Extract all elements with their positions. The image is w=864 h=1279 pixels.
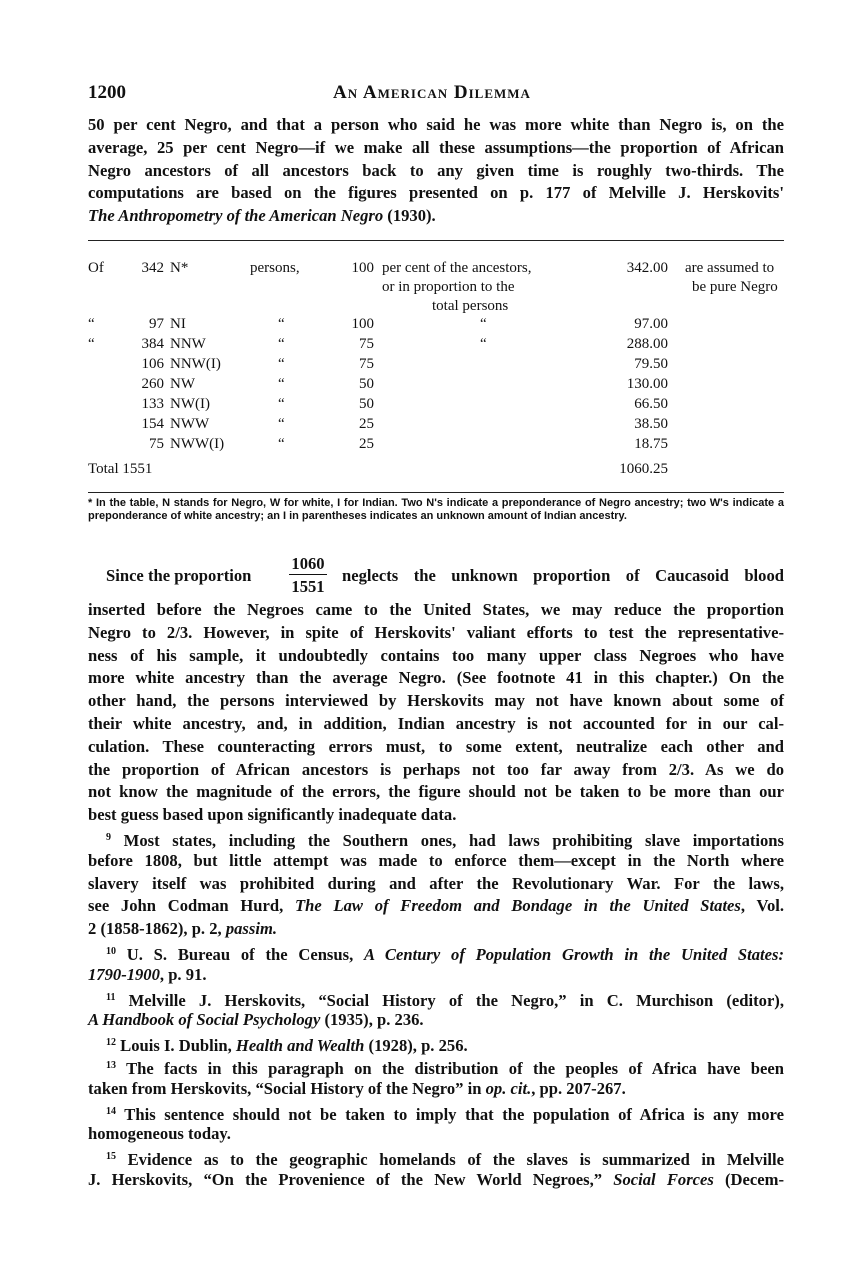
footnote-paragraph xyxy=(88,941,784,987)
intro-paragraph xyxy=(88,114,784,228)
paragraph xyxy=(88,599,784,827)
text-segment: Louis I. Dublin, xyxy=(116,1036,236,1056)
text-segment: This sentence should not be taken to imply that the population of Africa is any more xyxy=(116,1104,784,1124)
text-line xyxy=(88,850,784,873)
table-cell-ditto: “ xyxy=(278,396,285,412)
text-line xyxy=(88,1055,784,1078)
italic-text: op. cit. xyxy=(485,1078,532,1098)
table-desc: per cent of the ancestors, xyxy=(382,260,532,276)
table-cell-code: NNW(I) xyxy=(170,356,221,372)
table-cell-count: 97 xyxy=(149,316,164,332)
footnote-number: 10 xyxy=(106,945,116,957)
table-cell-amount: 288.00 xyxy=(626,336,668,352)
table-footnote: * In the table, N stands for Negro, W for white, I for Indian. Two N's indicate a preponderance of Negro ancestry; two W's indicate a preponderance of white ancestry; an I in parentheses indicates an unknown amount of Indian ancestry. xyxy=(88,497,784,522)
text-segment: J. Herskovits, “On the Provenience of the New World Negroes,” xyxy=(88,1169,614,1189)
table-cell-code: NW(I) xyxy=(170,396,210,412)
text-segment: (1928), p. 256. xyxy=(364,1036,468,1056)
text-segment: their white ancestry, and, in addition, Indian ancestry is not accounted for in our cal- xyxy=(88,713,784,733)
table-cell-ditto: “ xyxy=(278,436,285,452)
italic-text: A Handbook of Social Psychology xyxy=(88,1010,321,1030)
text-line xyxy=(88,205,784,228)
table-cell-percent: 75 xyxy=(359,356,374,372)
table-cell-count: 154 xyxy=(141,416,164,432)
text-line xyxy=(88,160,784,183)
text-segment: , pp. 207-267. xyxy=(531,1078,626,1098)
text-line xyxy=(88,918,784,941)
table-cell-code: NW xyxy=(170,376,195,392)
text-segment: Negro to 2/3. However, in spite of Herskovits' valiant efforts to test the representative- xyxy=(88,622,784,642)
table-cell-code: NWW xyxy=(170,416,210,432)
text-segment: average, 25 per cent Negro—if we make all these assumptions—the proportion of African xyxy=(88,137,784,157)
text-segment: (Decem- xyxy=(713,1169,784,1189)
italic-text: Health and Wealth xyxy=(235,1036,365,1056)
italic-text: The Law of Freedom and Bondage in the United States xyxy=(294,896,741,916)
footnote-paragraph xyxy=(88,1101,784,1147)
page-number: 1200 xyxy=(88,82,126,103)
table-desc: total persons xyxy=(432,298,509,314)
table-cell-ditto: “ xyxy=(278,316,285,332)
text-line xyxy=(88,137,784,160)
fraction-denominator: 1551 xyxy=(291,577,325,596)
text-segment: ness of his sample, it undoubtedly contains too many upper class Negroes who have xyxy=(88,645,784,665)
text-segment: The facts in this paragraph on the distribution of the peoples of Africa have been xyxy=(116,1058,784,1078)
text-segment: 2 (1858-1862), p. 2, xyxy=(88,919,226,939)
text-segment: more white ancestry than the average Negro. (See footnote 41 in this chapter.) On the xyxy=(88,668,784,688)
text-line xyxy=(88,1101,784,1124)
fraction-after: neglects the unknown proportion of Caucasoid blood xyxy=(342,566,784,585)
text-segment: other hand, the persons interviewed by Herskovits may not have known about some of xyxy=(88,691,784,711)
text-line xyxy=(88,987,784,1010)
table-cell-count: 133 xyxy=(141,396,164,412)
text-line xyxy=(88,1009,784,1032)
table-cell-ditto: “ xyxy=(278,376,285,392)
footnote-rule xyxy=(88,492,784,493)
text-segment: Most states, including the Southern ones, had laws prohibiting slave importations xyxy=(111,830,784,850)
table-persons: persons, xyxy=(250,260,300,276)
table-cell-percent: 25 xyxy=(359,436,374,452)
body-text xyxy=(88,599,784,1192)
text-line xyxy=(88,622,784,645)
table-cell-amount: 79.50 xyxy=(634,356,668,372)
text-line xyxy=(88,599,784,622)
text-segment: (1935), p. 236. xyxy=(320,1010,424,1030)
text-segment: taken from Herskovits, “Social History of the Negro” in xyxy=(88,1078,486,1098)
table-cell-code: NI xyxy=(170,316,186,332)
table-cell-ditto: “ xyxy=(278,336,285,352)
text-line xyxy=(88,1078,784,1101)
text-segment: best guess based upon significantly inadequate data. xyxy=(88,805,457,825)
table-code: N* xyxy=(170,260,189,276)
footnote-number: 15 xyxy=(106,1151,116,1163)
table-count: 342 xyxy=(141,260,164,276)
footnote-number: 14 xyxy=(106,1105,116,1117)
fraction-before: Since the proportion xyxy=(106,566,252,585)
text-segment: Evidence as to the geographic homelands of the slaves is summarized in Melville xyxy=(116,1150,784,1170)
footnote-paragraph xyxy=(88,827,784,941)
text-segment: , Vol. xyxy=(740,896,785,916)
table-cell-count: 384 xyxy=(141,336,164,352)
footnote-paragraph xyxy=(88,987,784,1033)
table-result: are assumed to xyxy=(685,260,775,276)
table-cell-percent: 50 xyxy=(359,396,374,412)
table-cell-percent: 50 xyxy=(359,376,374,392)
table-cell-code: NNW xyxy=(170,336,206,352)
italic-text: A Century of Population Growth in the United States: xyxy=(364,944,784,964)
table-top-rule xyxy=(88,240,784,241)
table-cell-percent: 100 xyxy=(351,316,374,332)
table-cell-of: “ xyxy=(88,336,95,352)
table-cell-ditto: “ xyxy=(278,416,285,432)
fraction-bar xyxy=(289,574,327,575)
text-line xyxy=(88,781,784,804)
table-cell-amount: 97.00 xyxy=(634,316,668,332)
text-line xyxy=(88,873,784,896)
footnote-number: 9 xyxy=(106,831,111,843)
footnote-number: 12 xyxy=(106,1037,116,1049)
text-segment: (1930). xyxy=(383,206,436,226)
italic-text: 1790-1900 xyxy=(88,964,160,984)
text-line xyxy=(88,941,784,964)
table-cell-count: 75 xyxy=(149,436,164,452)
footnote-paragraph xyxy=(88,1055,784,1101)
table-amount: 342.00 xyxy=(626,260,668,276)
table-cell-amount: 130.00 xyxy=(626,376,668,392)
text-line xyxy=(88,1123,784,1146)
text-segment: see John Codman Hurd, xyxy=(88,896,295,916)
table-cell-of: “ xyxy=(88,316,95,332)
table-cell-code: NWW(I) xyxy=(170,436,225,452)
table-cell-count: 260 xyxy=(141,376,164,392)
text-segment: culation. These counteracting errors must, to some extent, neutralize each other and xyxy=(88,736,784,756)
table-cell-count: 106 xyxy=(141,356,164,372)
table-total-amount: 1060.25 xyxy=(619,461,668,477)
table-percent: 100 xyxy=(351,260,374,276)
text-segment: before 1808, but little attempt was made to enforce them—except in the North where xyxy=(88,850,784,870)
text-segment: homogeneous today. xyxy=(88,1124,231,1144)
table-desc: or in proportion to the xyxy=(382,279,515,295)
italic-text: Social Forces xyxy=(613,1169,714,1189)
text-segment: the proportion of African ancestors is perhaps not too far away from 2/3. As we do xyxy=(88,759,784,779)
text-segment: computations are based on the figures presented on p. 177 of Melville J. Herskovits' xyxy=(88,183,784,203)
footnote-paragraph xyxy=(88,1032,784,1055)
table-cell-amount: 18.75 xyxy=(634,436,668,452)
table-total-label: Total 1551 xyxy=(88,461,153,477)
running-title: An American Dilemma xyxy=(333,82,531,103)
text-line xyxy=(88,1032,784,1055)
text-line xyxy=(88,667,784,690)
table-cell-amount: 66.50 xyxy=(634,396,668,412)
footnote-number: 11 xyxy=(106,991,116,1003)
text-segment: Negro ancestors of all ancestors back to any given time is roughly two-thirds. The xyxy=(88,160,784,180)
text-line xyxy=(88,759,784,782)
footnote-paragraph xyxy=(88,1146,784,1192)
text-segment: not know the magnitude of the errors, the figure should not be taken to be more than our xyxy=(88,782,784,802)
text-line xyxy=(88,713,784,736)
table-cell-ditto2: “ xyxy=(480,316,487,332)
text-segment: Melville J. Herskovits, “Social History of the Negro,” in C. Murchison (editor), xyxy=(115,990,784,1010)
table-of: Of xyxy=(88,260,104,276)
text-line xyxy=(88,1146,784,1169)
text-line xyxy=(88,804,784,827)
fraction-numerator: 1060 xyxy=(291,554,325,573)
text-line xyxy=(88,736,784,759)
text-segment: 50 per cent Negro, and that a person who said he was more white than Negro is, on the xyxy=(88,115,784,134)
text-line xyxy=(88,827,784,850)
text-line xyxy=(88,895,784,918)
text-line xyxy=(88,182,784,205)
text-line xyxy=(88,114,784,137)
table-cell-amount: 38.50 xyxy=(634,416,668,432)
table-cell-ditto2: “ xyxy=(480,336,487,352)
text-segment: inserted before the Negroes came to the United States, we may reduce the proportion xyxy=(88,600,784,619)
text-line xyxy=(88,1169,784,1192)
text-line xyxy=(88,964,784,987)
text-segment: slavery itself was prohibited during and after the Revolutionary War. For the laws, xyxy=(88,873,784,893)
italic-text: The Anthropometry of the American Negro xyxy=(88,206,384,226)
italic-text: passim. xyxy=(225,919,278,939)
text-segment: , p. 91. xyxy=(159,964,207,984)
table-cell-ditto: “ xyxy=(278,356,285,372)
text-line xyxy=(88,645,784,668)
table-cell-percent: 25 xyxy=(359,416,374,432)
footnote-number: 13 xyxy=(106,1059,116,1071)
table-cell-percent: 75 xyxy=(359,336,374,352)
text-line xyxy=(88,690,784,713)
table-result: be pure Negro xyxy=(692,279,778,295)
text-segment: U. S. Bureau of the Census, xyxy=(116,944,364,964)
